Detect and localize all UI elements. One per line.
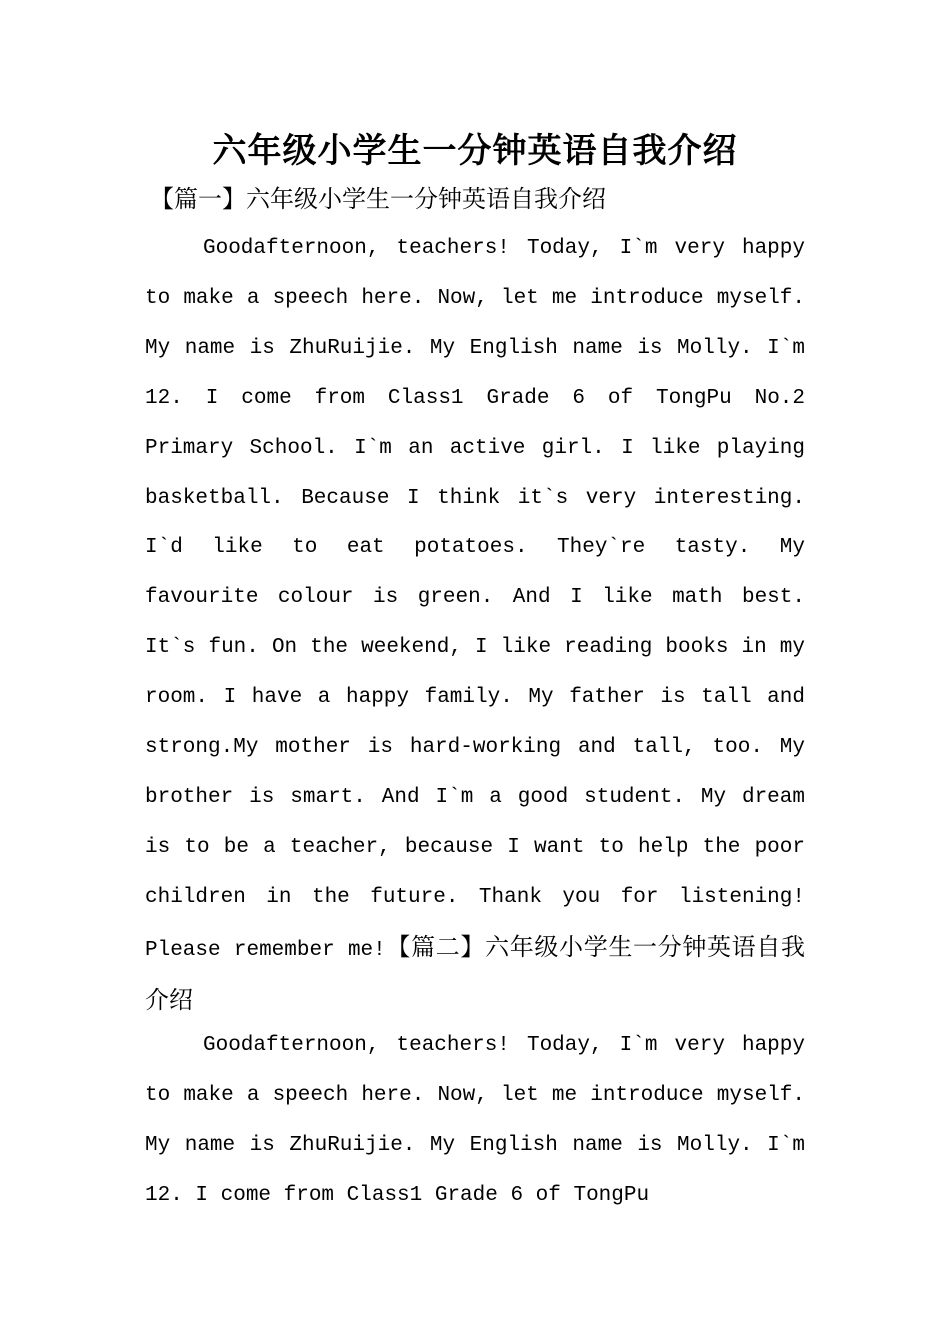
section-2-paragraph xyxy=(145,1021,805,1221)
section-1-paragraph xyxy=(145,224,805,1029)
section-2-text: Goodafternoon, teachers! Today, I`m very happy to make a speech here. Now, let me introduce myself. My name is ZhuRuijie. My English name is Molly. I`m 12. I come from Class1 Grade 6 of TongPu xyxy=(145,1034,805,1207)
document-title: 六年级小学生一分钟英语自我介绍 xyxy=(212,131,738,171)
section-2-heading: 【篇二】六年级小学生一分钟英语自我介绍 xyxy=(145,932,805,1014)
section-1-text: Goodafternoon, teachers! Today, I`m very happy to make a speech here. Now, let me introduce myself. My name is ZhuRuijie. My English name is Molly. I`m 12. I come from Class1 Grade 6 of TongPu No.2 Primary School. I`m an active girl. I like playing basketball. Because I think it`s very interesting. I`d like to eat potatoes. They`re tasty. My favourite colour is green. And I like math best. It`s fun. On the weekend, I like reading books in my room. I have a happy family. My father is tall and strong.My mother is hard-working and tall, too. My brother is smart. And I`m a good student. My dream is to be a teacher, because I want to help the poor children in the future. Thank you for listening! Please remember me! xyxy=(145,237,805,962)
section-1-heading: 【篇一】六年级小学生一分钟英语自我介绍 xyxy=(150,185,606,213)
